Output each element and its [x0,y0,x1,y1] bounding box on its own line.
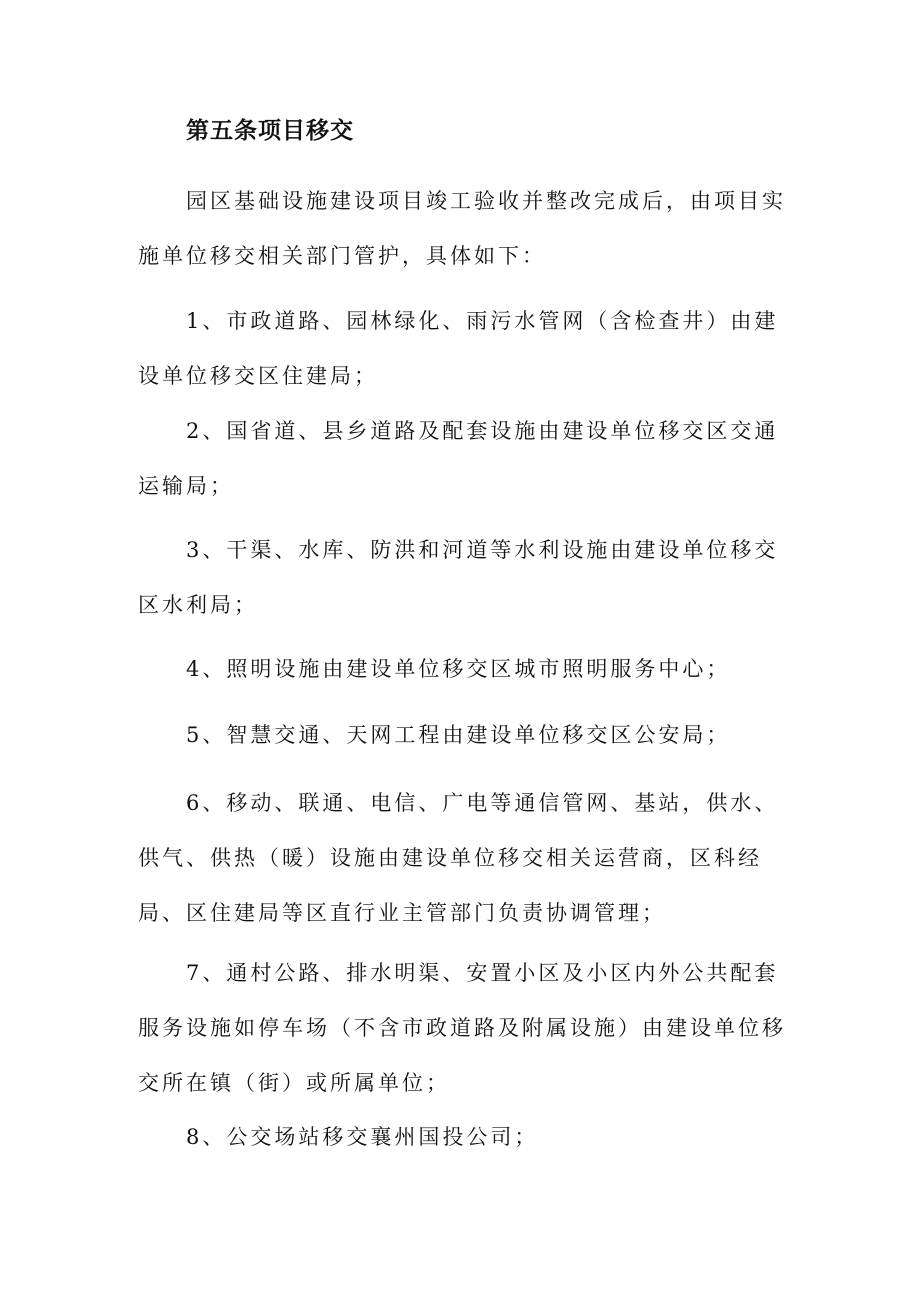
section-heading: 第五条项目移交 [186,118,354,144]
list-item-4: 4、照明设施由建设单位移交区城市照明服务中心； [186,657,731,681]
list-item-2: 2、国省道、县乡道路及配套设施由建设单位移交区交通运输局； [138,419,779,498]
list-item-3: 3、干渠、水库、防洪和河道等水利设施由建设单位移交区水利局； [138,538,779,617]
list-item-8: 8、公交场站移交襄州国投公司； [186,1125,539,1149]
list-item-6: 6、移动、联通、电信、广电等通信管网、基站，供水、供气、供热（暖）设施由建设单位移交相关运营商，区科经局、区住建局等区直行业主管部门负责协调管理； [138,791,779,925]
list-item-5: 5、智慧交通、天网工程由建设单位移交区公安局； [186,723,731,747]
intro-paragraph: 园区基础设施建设项目竣工验收并整改完成后，由项目实施单位移交相关部门管护，具体如下： [138,189,786,268]
list-item-7: 7、通村公路、排水明渠、安置小区及小区内外公共配套服务设施如停车场（不含市政道路及附属设施）由建设单位移交所在镇（街）或所属单位； [138,961,786,1095]
list-item-1: 1、市政道路、园林绿化、雨污水管网（含检查井）由建设单位移交区住建局； [138,309,779,388]
